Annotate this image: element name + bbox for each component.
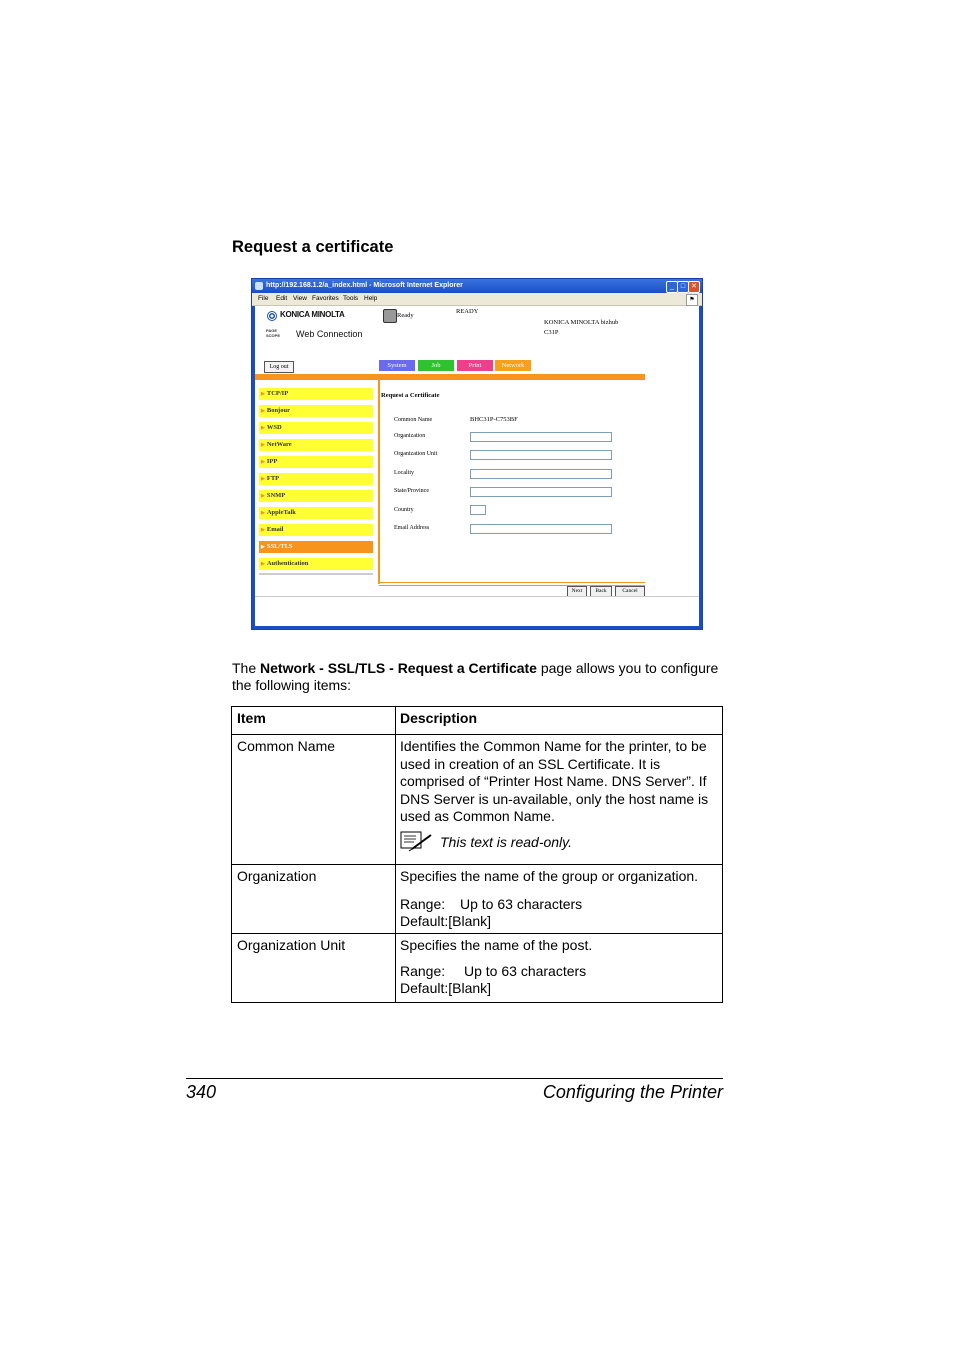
footer-rule [186,1078,723,1079]
note-pencil-icon [400,830,432,852]
sidebar-item-authentication[interactable] [259,558,373,570]
status-value: READY [456,308,479,315]
cancel-button[interactable]: Cancel [615,586,645,597]
range-value: Up to 63 characters [464,962,587,979]
product-name: Web Connection [296,329,363,339]
browser-titlebar [252,279,702,293]
range-label: Range: [400,895,446,912]
table-header-row [232,707,723,735]
arrow-right-icon: ▶ [261,562,265,567]
note [400,830,714,852]
menu-view[interactable]: View [293,295,307,302]
sidebar-item-label: Email [266,526,284,533]
description-text: Specifies the name of the post. [400,937,593,953]
country-label: Country [394,507,414,513]
organization-input[interactable] [470,432,612,442]
sidebar-item-netware[interactable] [259,439,373,451]
sidebar-divider [259,573,373,575]
arrow-right-icon: ▶ [261,443,265,448]
sidebar-item-wsd[interactable] [259,422,373,434]
logout-button[interactable]: Log out [264,361,294,373]
header-item: Item [232,707,396,735]
content-divider [378,380,380,584]
email-label: Email Address [394,525,430,531]
locality-label: Locality [394,470,414,476]
sidebar-item-appletalk[interactable] [259,507,373,519]
range-value: Up to 63 characters [460,895,583,912]
organization-unit-input[interactable] [470,450,612,460]
sidebar-item-label: NetWare [266,441,292,448]
sidebar-item-label: Authentication [266,560,309,567]
pagescope-logo-icon: PAGE SCOPE [266,328,281,338]
ie-icon [255,282,263,290]
default-line [400,913,714,931]
browser-screenshot [251,278,703,630]
default-line [400,980,714,998]
email-input[interactable] [470,524,612,534]
page-number: 340 [186,1082,217,1102]
menu-bar [252,293,702,306]
table-row [232,934,723,1003]
arrow-right-icon: ▶ [261,528,265,533]
next-button[interactable]: Next [567,586,587,597]
sidebar-item-label: FTP [266,475,280,482]
common-name-value: BHC31P-C753BF [470,416,518,423]
cell-item: Organization Unit [232,934,396,1003]
sidebar-item-email[interactable] [259,524,373,536]
sidebar-item-label: WSD [266,424,282,431]
maximize-button[interactable]: □ [677,281,689,293]
model-name: KONICA MINOLTA bizhub [544,319,619,326]
windows-logo-icon: ⚑ [686,294,698,306]
model-number: C31P [544,329,559,336]
sidebar-item-tcpip[interactable] [259,388,373,400]
sidebar-item-ipp[interactable] [259,456,373,468]
description-text: Specifies the name of the group or organization. [400,868,699,884]
state-input[interactable] [470,487,612,497]
arrow-right-icon: ▶ [261,409,265,414]
tab-system[interactable]: System [379,360,415,371]
section-heading: Request a certificate [232,238,394,256]
table-row [232,735,723,865]
organization-unit-label: Organization Unit [394,451,438,457]
tab-underline-bar [255,374,645,380]
cell-description [396,934,723,1003]
sidebar-item-ssltls[interactable] [259,541,373,553]
menu-tools[interactable]: Tools [343,295,359,302]
sidebar-item-label: AppleTalk [266,509,296,516]
organization-label: Organization [394,433,426,439]
brand-logo-text: KONICA MINOLTA [280,310,345,319]
cell-item: Common Name [232,735,396,865]
range-line [400,896,714,914]
printer-status-icon [383,309,397,323]
intro-text: page allows you to configure the following items: [232,660,719,693]
arrow-right-icon: ▶ [261,426,265,431]
chapter-title: Configuring the Printer [542,1082,723,1102]
arrow-right-icon: ▶ [261,545,265,550]
tab-network[interactable]: Network [495,360,531,371]
country-input[interactable] [470,505,486,515]
locality-input[interactable] [470,469,612,479]
sidebar-item-label: Bonjour [266,407,290,414]
default-label: Default: [400,980,449,996]
menu-favorites[interactable]: Favorites [312,295,339,302]
menu-file[interactable]: File [258,295,269,302]
default-label: Default: [400,913,449,929]
range-label: Range: [400,962,446,979]
form-title: Request a Certificate [381,392,440,399]
arrow-right-icon: ▶ [261,477,265,482]
arrow-right-icon: ▶ [261,392,265,397]
sidebar-item-label: SSL/TLS [266,543,293,550]
sidebar-item-snmp[interactable] [259,490,373,502]
intro-text: The [232,660,261,676]
table-row [232,865,723,934]
window-border-right [699,306,702,629]
sidebar-item-bonjour[interactable] [259,405,373,417]
sidebar-item-label: IPP [266,458,278,465]
back-button[interactable]: Back [590,586,612,597]
arrow-right-icon: ▶ [261,511,265,516]
minimize-button[interactable]: _ [666,281,678,293]
sidebar-item-label: SNMP [266,492,286,499]
status-label: Ready [397,312,414,319]
menu-edit[interactable]: Edit [276,295,288,302]
browser-title: http://192.168.1.2/a_index.html - Microsoft Internet Explorer [266,282,463,289]
common-name-label: Common Name [394,417,433,423]
sidebar-item-label: TCP/IP [266,390,289,397]
range-line [400,963,714,981]
menu-help[interactable]: Help [364,295,378,302]
window-border-bottom [252,626,702,629]
items-table [231,706,723,1003]
form-divider [379,582,645,583]
cell-item: Organization [232,865,396,934]
cell-description [396,865,723,934]
header-description: Description [396,707,723,735]
intro-paragraph [232,660,722,694]
page-bottom-divider [255,596,699,597]
sidebar-item-ftp[interactable] [259,473,373,485]
intro-bold-path: Network - SSL/TLS - Request a Certificate [260,660,537,676]
arrow-right-icon: ▶ [261,460,265,465]
konica-logo-icon [267,311,277,321]
tab-job[interactable]: Job [418,360,454,371]
description-text: Identifies the Common Name for the printer, to be used in creation of an SSL Certificate. It is comprised of “Printer Host Name. DNS Server”. If DNS Server is un-available, only the host name is used as Common Name. [400,738,709,824]
close-button[interactable]: ✕ [688,281,700,293]
note-text: This text is read-only. [440,834,573,850]
window-border-left [252,306,255,629]
default-value: [Blank] [448,913,492,929]
tab-print[interactable]: Print [457,360,493,371]
default-value: [Blank] [448,980,492,996]
state-label: State/Province [394,488,429,494]
arrow-right-icon: ▶ [261,494,265,499]
cell-description [396,735,723,865]
